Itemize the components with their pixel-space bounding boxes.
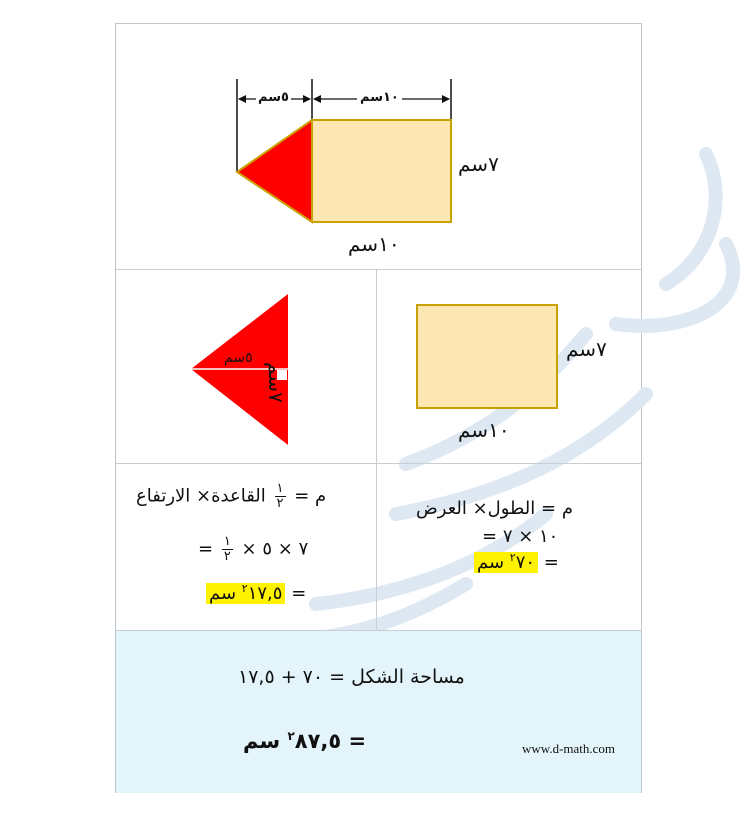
equals-sign: = — [348, 729, 367, 753]
triangle-area-result — [206, 582, 306, 604]
total-area-result — [243, 729, 366, 753]
formula-suffix: القاعدة× الارتفاع — [136, 485, 266, 507]
rect-area-formula: م = الطول× العرض — [416, 498, 573, 519]
arrow-head — [442, 95, 450, 103]
arrow-head — [238, 95, 246, 103]
square-superscript: ٢ — [241, 582, 248, 595]
half-fraction — [275, 482, 286, 511]
worksheet — [115, 23, 642, 793]
rect-area-text: ٧٠ سم — [477, 552, 536, 573]
triangle-shape — [237, 120, 312, 222]
dim-label-rect-width: ١٠سم — [357, 90, 402, 105]
formula-prefix: م = — [294, 485, 327, 507]
equals-sign: = — [198, 538, 214, 560]
fraction-denominator: ٢ — [223, 549, 231, 564]
fraction-numerator: ١ — [223, 534, 231, 549]
triangle-area-value — [206, 583, 285, 604]
website-credit: www.d-math.com — [522, 741, 616, 756]
half-fraction — [222, 535, 233, 564]
triangle-area-text: ١٧,٥ سم — [209, 583, 283, 604]
total-area-formula: مساحة الشكل = ٧٠ + ١٧,٥ — [238, 666, 465, 688]
rect-area-result — [474, 551, 559, 573]
total-area-text: ٨٧,٥ سم — [243, 729, 342, 753]
total-area-value — [243, 729, 341, 753]
arrow-head — [303, 95, 311, 103]
substitution-values: × ٧ × ٥ — [241, 538, 309, 560]
arrow-head — [313, 95, 321, 103]
square-superscript: ٢ — [287, 729, 295, 743]
equals-sign: = — [543, 552, 559, 573]
rect-area-value — [474, 552, 538, 573]
triangle-area-substitution — [198, 535, 308, 564]
equals-sign: = — [291, 583, 307, 604]
triangle-diagram — [116, 269, 376, 469]
total-area-summary — [116, 631, 641, 793]
fraction-denominator: ٢ — [276, 496, 284, 511]
rect-height-label: ٧سم — [566, 337, 607, 361]
dim-label-rect-height: ٧سم — [458, 152, 499, 176]
rectangle-shape-large — [417, 305, 557, 408]
triangle-height-label: ٧سم — [264, 362, 288, 403]
triangle-base-label: ٥سم — [224, 350, 253, 366]
fraction-numerator: ١ — [276, 481, 284, 496]
rect-width-label: ١٠سم — [458, 418, 510, 442]
dim-label-triangle-width: ٥سم — [258, 90, 289, 105]
rectangle-shape — [312, 120, 451, 222]
dim-label-bottom: ١٠سم — [348, 232, 400, 256]
rect-area-substitution: = ١٠ × ٧ — [482, 526, 559, 547]
triangle-area-formula — [136, 482, 326, 511]
square-superscript: ٢ — [509, 551, 516, 564]
